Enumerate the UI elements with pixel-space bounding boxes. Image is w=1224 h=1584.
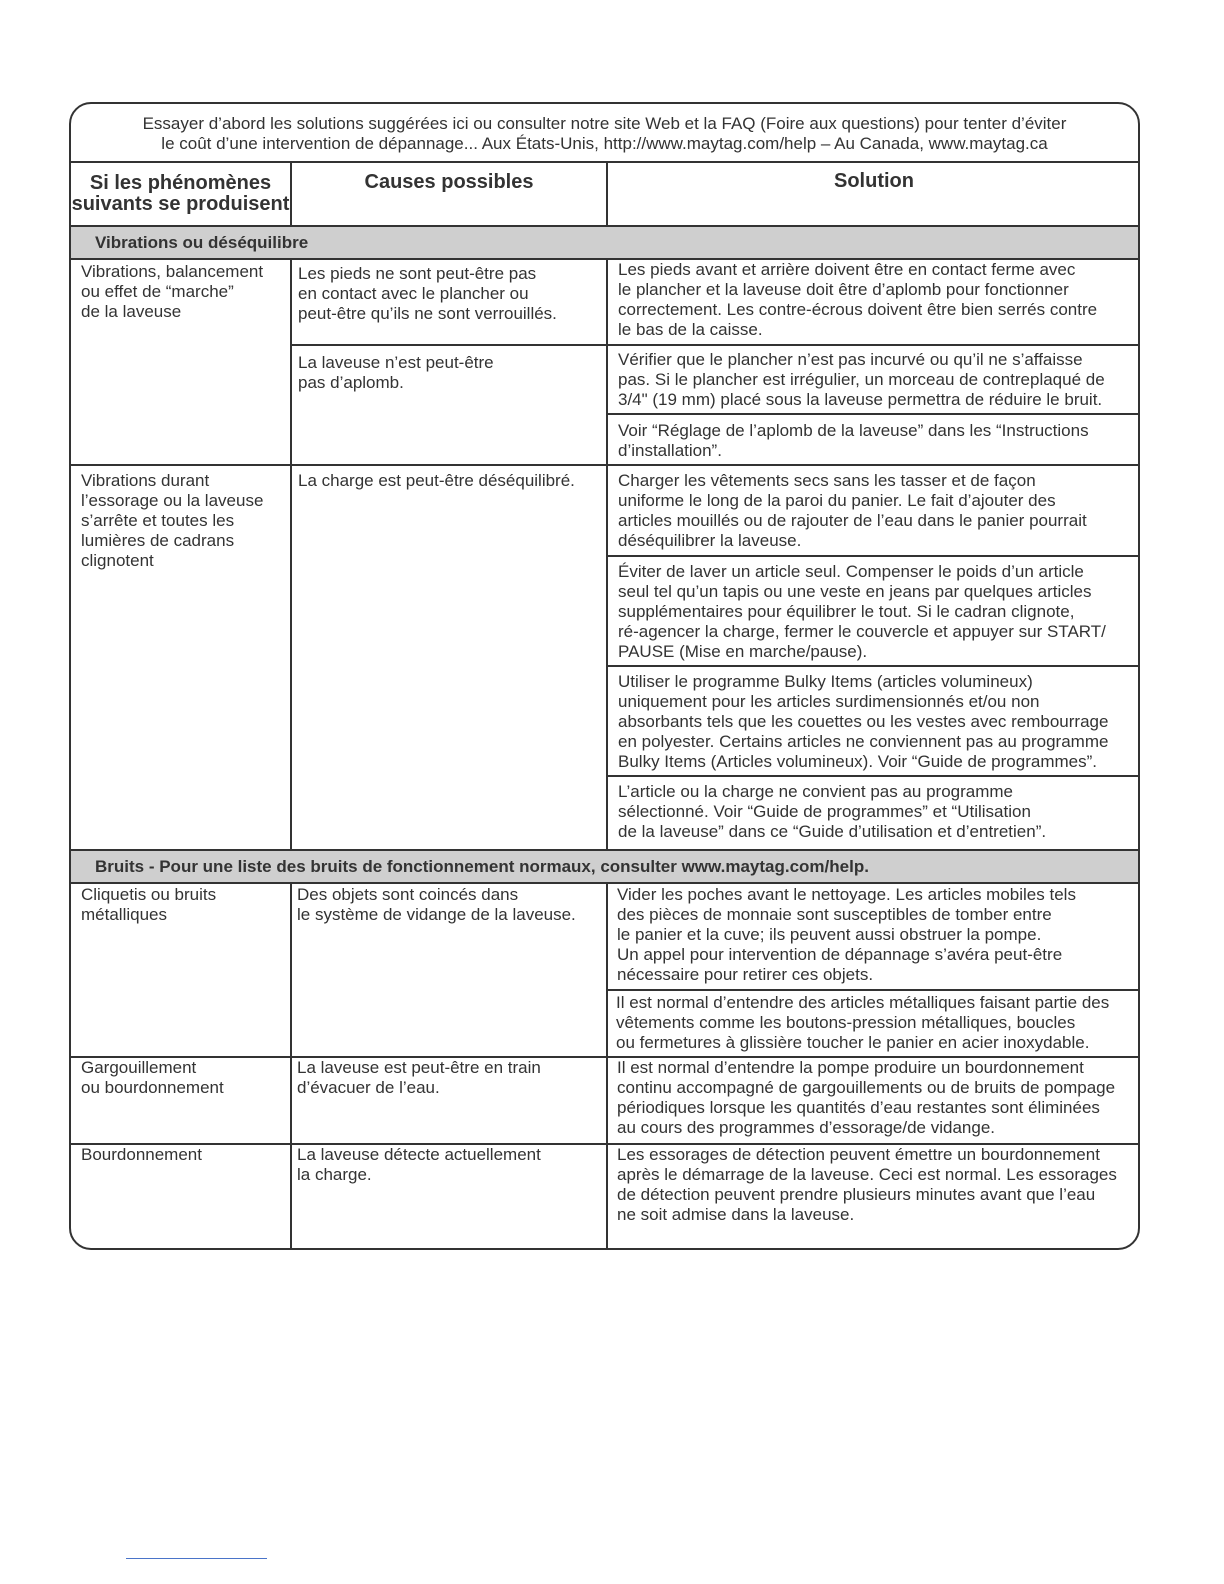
row-divider	[608, 555, 1140, 557]
footer-link-underline[interactable]	[126, 1558, 267, 1559]
symptom-text: Vibrations, balancement ou effet de “marche” de la laveuse	[81, 262, 264, 321]
header-solution: Solution	[834, 170, 914, 192]
section-title-noises: Bruits - Pour une liste des bruits de fonctionnement normaux, consulter www.maytag.com/help.	[71, 849, 1138, 884]
intro-text: Essayer d’abord les solutions suggérées ici ou consulter notre site Web et la FAQ (Foire aux questions) pour tenter d’éviter le coût d’une intervention de dépannage... Aux États-Unis, http://www.maytag.com/help – Au Canada, www.maytag.ca	[71, 104, 1138, 163]
cause-text: La charge est peut-être déséquilibré.	[298, 471, 575, 490]
solution-text: Utiliser le programme Bulky Items (articles volumineux) uniquement pour les articles surdimensionnés et/ou non absorbants tels que les couettes ou les vestes avec rembourrage en polyester. Certains articles ne conviennent pas au programme Bulky Items (Articles volumineux). Voir “Guide de programmes”.	[618, 672, 1109, 771]
cause-text: La laveuse n’est peut-être pas d’aplomb.	[298, 353, 494, 392]
header-symptom: Si les phénomènes suivants se produisent	[71, 172, 290, 215]
cause-text: La laveuse est peut-être en train d’évacuer de l’eau.	[297, 1058, 541, 1097]
column-divider	[290, 258, 292, 851]
solution-text: Il est normal d’entendre la pompe produire un bourdonnement continu accompagné de gargouillements ou de bruits de pompage périodiques lorsque les quantités d’eau restantes sont éliminées au cours des programmes d’essorage/de vidange.	[617, 1058, 1116, 1137]
solution-text: Vérifier que le plancher n’est pas incurvé ou qu’il ne s’affaisse pas. Si le plancher est irrégulier, un morceau de contreplaqué de 3/4" (19 mm) placé sous la laveuse permettra de réduire le bruit.	[618, 350, 1105, 409]
solution-text: Les essorages de détection peuvent émettre un bourdonnement après le démarrage de la laveuse. Ceci est normal. Les essorages de détection peuvent prendre plusieurs minutes avant que l’eau ne soit admise dans la laveuse.	[617, 1145, 1117, 1224]
row-divider	[71, 464, 1140, 466]
cause-text: La laveuse détecte actuellement la charge.	[297, 1145, 541, 1184]
solution-text: Charger les vêtements secs sans les tasser et de façon uniforme le long de la paroi du panier. Le fait d’ajouter des articles mouillés ou de rajouter de l’eau dans le panier pourrait déséquilibrer la laveuse.	[618, 471, 1087, 550]
column-divider	[290, 163, 292, 227]
troubleshooting-table	[69, 102, 1140, 1250]
symptom-text: Bourdonnement	[81, 1145, 202, 1164]
solution-text: Vider les poches avant le nettoyage. Les articles mobiles tels des pièces de monnaie sont susceptibles de tomber entre le panier et la cuve; ils peuvent aussi obstruer la pompe. Un appel pour intervention de dépannage s’avéra peut-être nécessaire pour retirer ces objets.	[617, 885, 1076, 984]
section-title-vibrations: Vibrations ou déséquilibre	[71, 225, 1138, 260]
row-divider	[608, 665, 1140, 667]
solution-text: Voir “Réglage de l’aplomb de la laveuse” dans les “Instructions d’installation”.	[618, 421, 1089, 460]
row-divider	[608, 413, 1140, 415]
symptom-text: Gargouillement ou bourdonnement	[81, 1058, 224, 1097]
symptom-text: Vibrations durant l’essorage ou la laveuse s’arrête et toutes les lumières de cadrans clignotent	[81, 471, 264, 570]
column-divider	[606, 163, 608, 227]
column-divider	[606, 882, 608, 1250]
solution-text: Il est normal d’entendre des articles métalliques faisant partie des vêtements comme les boutons-pression métalliques, boucles ou fermetures à glissière toucher le panier en acier inoxydable.	[616, 993, 1110, 1052]
row-divider	[608, 989, 1140, 991]
solution-text: Éviter de laver un article seul. Compenser le poids d’un article seul tel qu’un tapis ou une veste en jeans par quelques articles supplémentaires pour équilibrer le tout. Si le cadran clignote, ré-agencer la charge, fermer le couvercle et appuyer sur START/ PAUSE (Mise en marche/pause).	[618, 562, 1106, 661]
cause-text: Les pieds ne sont peut-être pas en contact avec le plancher ou peut-être qu’ils ne sont verrouillés.	[298, 264, 557, 323]
header-cause: Causes possibles	[364, 171, 534, 193]
column-divider	[290, 882, 292, 1250]
solution-text: L’article ou la charge ne convient pas au programme sélectionné. Voir “Guide de programmes” et “Utilisation de la laveuse” dans ce “Guide d’utilisation et d’entretien”.	[618, 782, 1047, 841]
solution-text: Les pieds avant et arrière doivent être en contact ferme avec le plancher et la laveuse doit être d’aplomb pour fonctionner correctement. Les contre-écrous doivent être bien serrés contre le bas de la caisse.	[618, 260, 1098, 339]
symptom-text: Cliquetis ou bruits métalliques	[81, 885, 217, 924]
row-divider	[608, 775, 1140, 777]
cause-text: Des objets sont coincés dans le système de vidange de la laveuse.	[297, 885, 576, 924]
row-divider	[292, 344, 1140, 346]
